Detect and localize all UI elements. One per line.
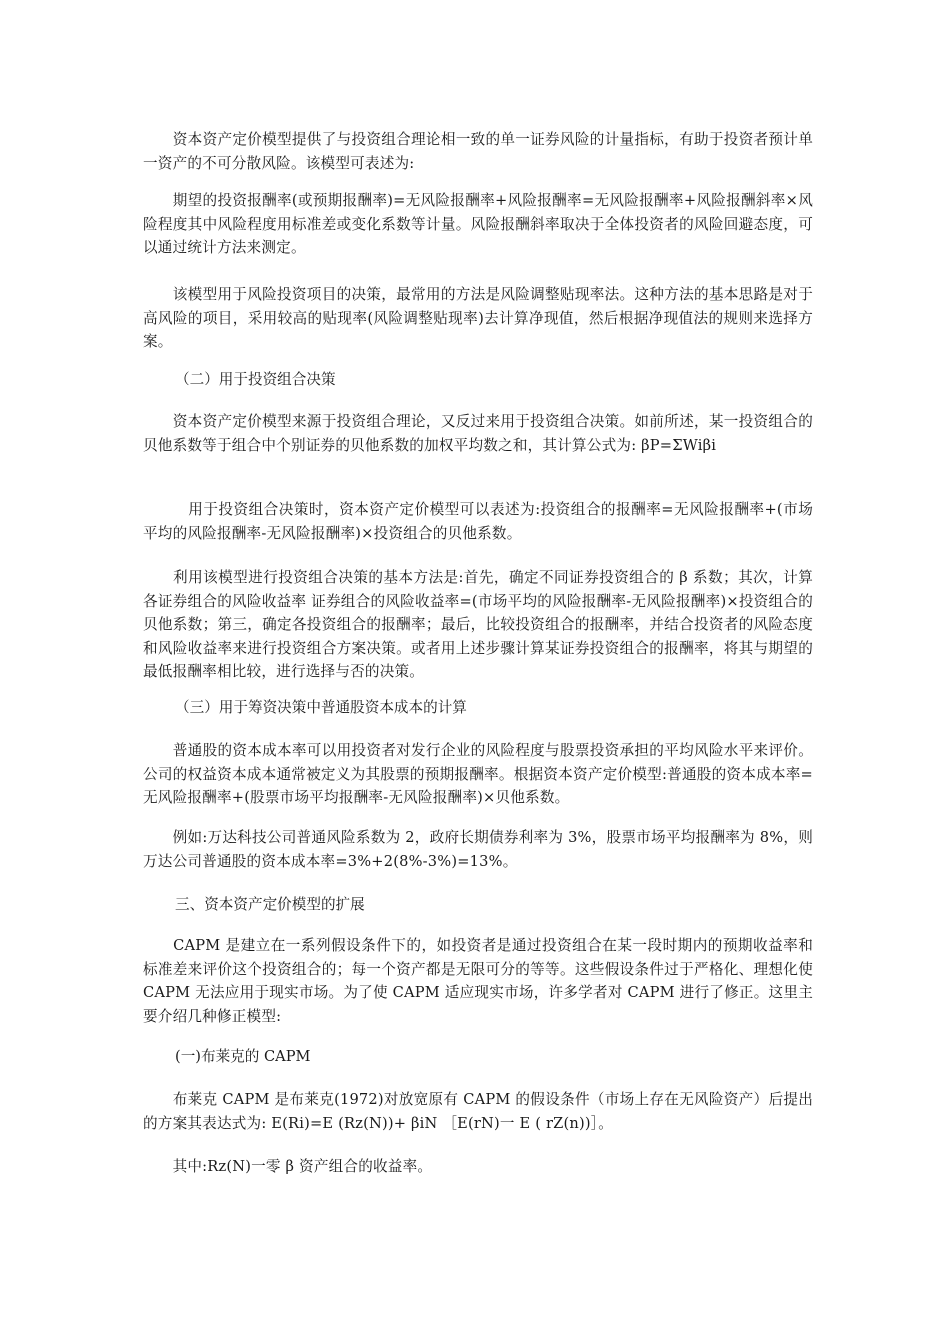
paragraph-example: 例如:万达科技公司普通风险系数为 2，政府长期债券利率为 3%，股票市场平均报酬率为 8%，则万达公司普通股的资本成本率=3%+2(8%-3%)=13%。 bbox=[143, 829, 813, 870]
paragraph-zero-beta: 其中:Rz(N)一零 β 资产组合的收益率。 bbox=[143, 1158, 433, 1175]
section-heading-equity-cost: （三）用于筹资决策中普通股资本成本的计算 bbox=[175, 699, 467, 716]
paragraph-capm-assumptions: CAPM 是建立在一系列假设条件下的，如投资者是通过投资组合在某一段时期内的预期收益率和标准差来评价这个投资组合的；每一个资产都是无限可分的等等。这些假设条件过于严格化、理想化使 CAPM 无法应用于现实市场。为了使 CAPM 适应现实市场，许多学者对 CAPM 进行了修正。这里主要介绍几种修正模型: bbox=[143, 937, 813, 1025]
paragraph-black-capm: 布莱克 CAPM 是布莱克(1972)对放宽原有 CAPM 的假设条件（市场上存在无风险资产）后提出的方案其表达式为: E(Ri)=E (Rz(N))+ βiN ［E(rN)一 E ( rZ(n))］。 bbox=[143, 1091, 813, 1132]
paragraph-capm-intro: 资本资产定价模型提供了与投资组合理论相一致的单一证券风险的计量指标，有助于投资者预计单一资产的不可分散风险。该模型可表述为: bbox=[143, 131, 813, 172]
paragraph-portfolio-beta: 资本资产定价模型来源于投资组合理论，又反过来用于投资组合决策。如前所述，某一投资组合的贝他系数等于组合中个别证券的贝他系数的加权平均数之和，其计算公式为: βP=ΣWiβi bbox=[143, 413, 813, 454]
section-heading-portfolio-decision: （二）用于投资组合决策 bbox=[175, 371, 336, 388]
paragraph-expected-return: 期望的投资报酬率(或预期报酬率)=无风险报酬率+风险报酬率=无风险报酬率+风险报酬斜率×风险程度其中风险程度用标准差或变化系数等计量。风险报酬斜率取决于全体投资者的风险回避态度，可以通过统计方法来测定。 bbox=[143, 192, 813, 256]
paragraph-portfolio-return: 用于投资组合决策时，资本资产定价模型可以表述为:投资组合的报酬率=无风险报酬率+(市场平均的风险报酬率-无风险报酬率)×投资组合的贝他系数。 bbox=[143, 501, 813, 542]
section-heading-capm-extension: 三、资本资产定价模型的扩展 bbox=[175, 896, 365, 913]
section-heading-black-capm: (一)布莱克的 CAPM bbox=[175, 1048, 311, 1065]
paragraph-risk-adjusted-discount: 该模型用于风险投资项目的决策，最常用的方法是风险调整贴现率法。这种方法的基本思路是对于高风险的项目，采用较高的贴现率(风险调整贴现率)去计算净现值，然后根据净现值法的规则来选择方案。 bbox=[143, 286, 813, 350]
paragraph-equity-cost: 普通股的资本成本率可以用投资者对发行企业的风险程度与股票投资承担的平均风险水平来评价。公司的权益资本成本通常被定义为其股票的预期报酬率。根据资本资产定价模型:普通股的资本成本率=无风险报酬率+(股票市场平均报酬率-无风险报酬率)×贝他系数。 bbox=[143, 742, 813, 806]
paragraph-portfolio-method: 利用该模型进行投资组合决策的基本方法是:首先，确定不同证券投资组合的 β 系数；其次，计算各证券组合的风险收益率 证券组合的风险收益率=(市场平均的风险报酬率-无风险报酬率)×投资组合的贝他系数；第三，确定各投资组合的报酬率；最后，比较投资组合的报酬率，并结合投资者的风险态度和风险收益率来进行投资组合方案决策。或者用上述步骤计算某证券投资组合的报酬率，将其与期望的最低报酬率相比较，进行选择与否的决策。 bbox=[143, 569, 813, 680]
